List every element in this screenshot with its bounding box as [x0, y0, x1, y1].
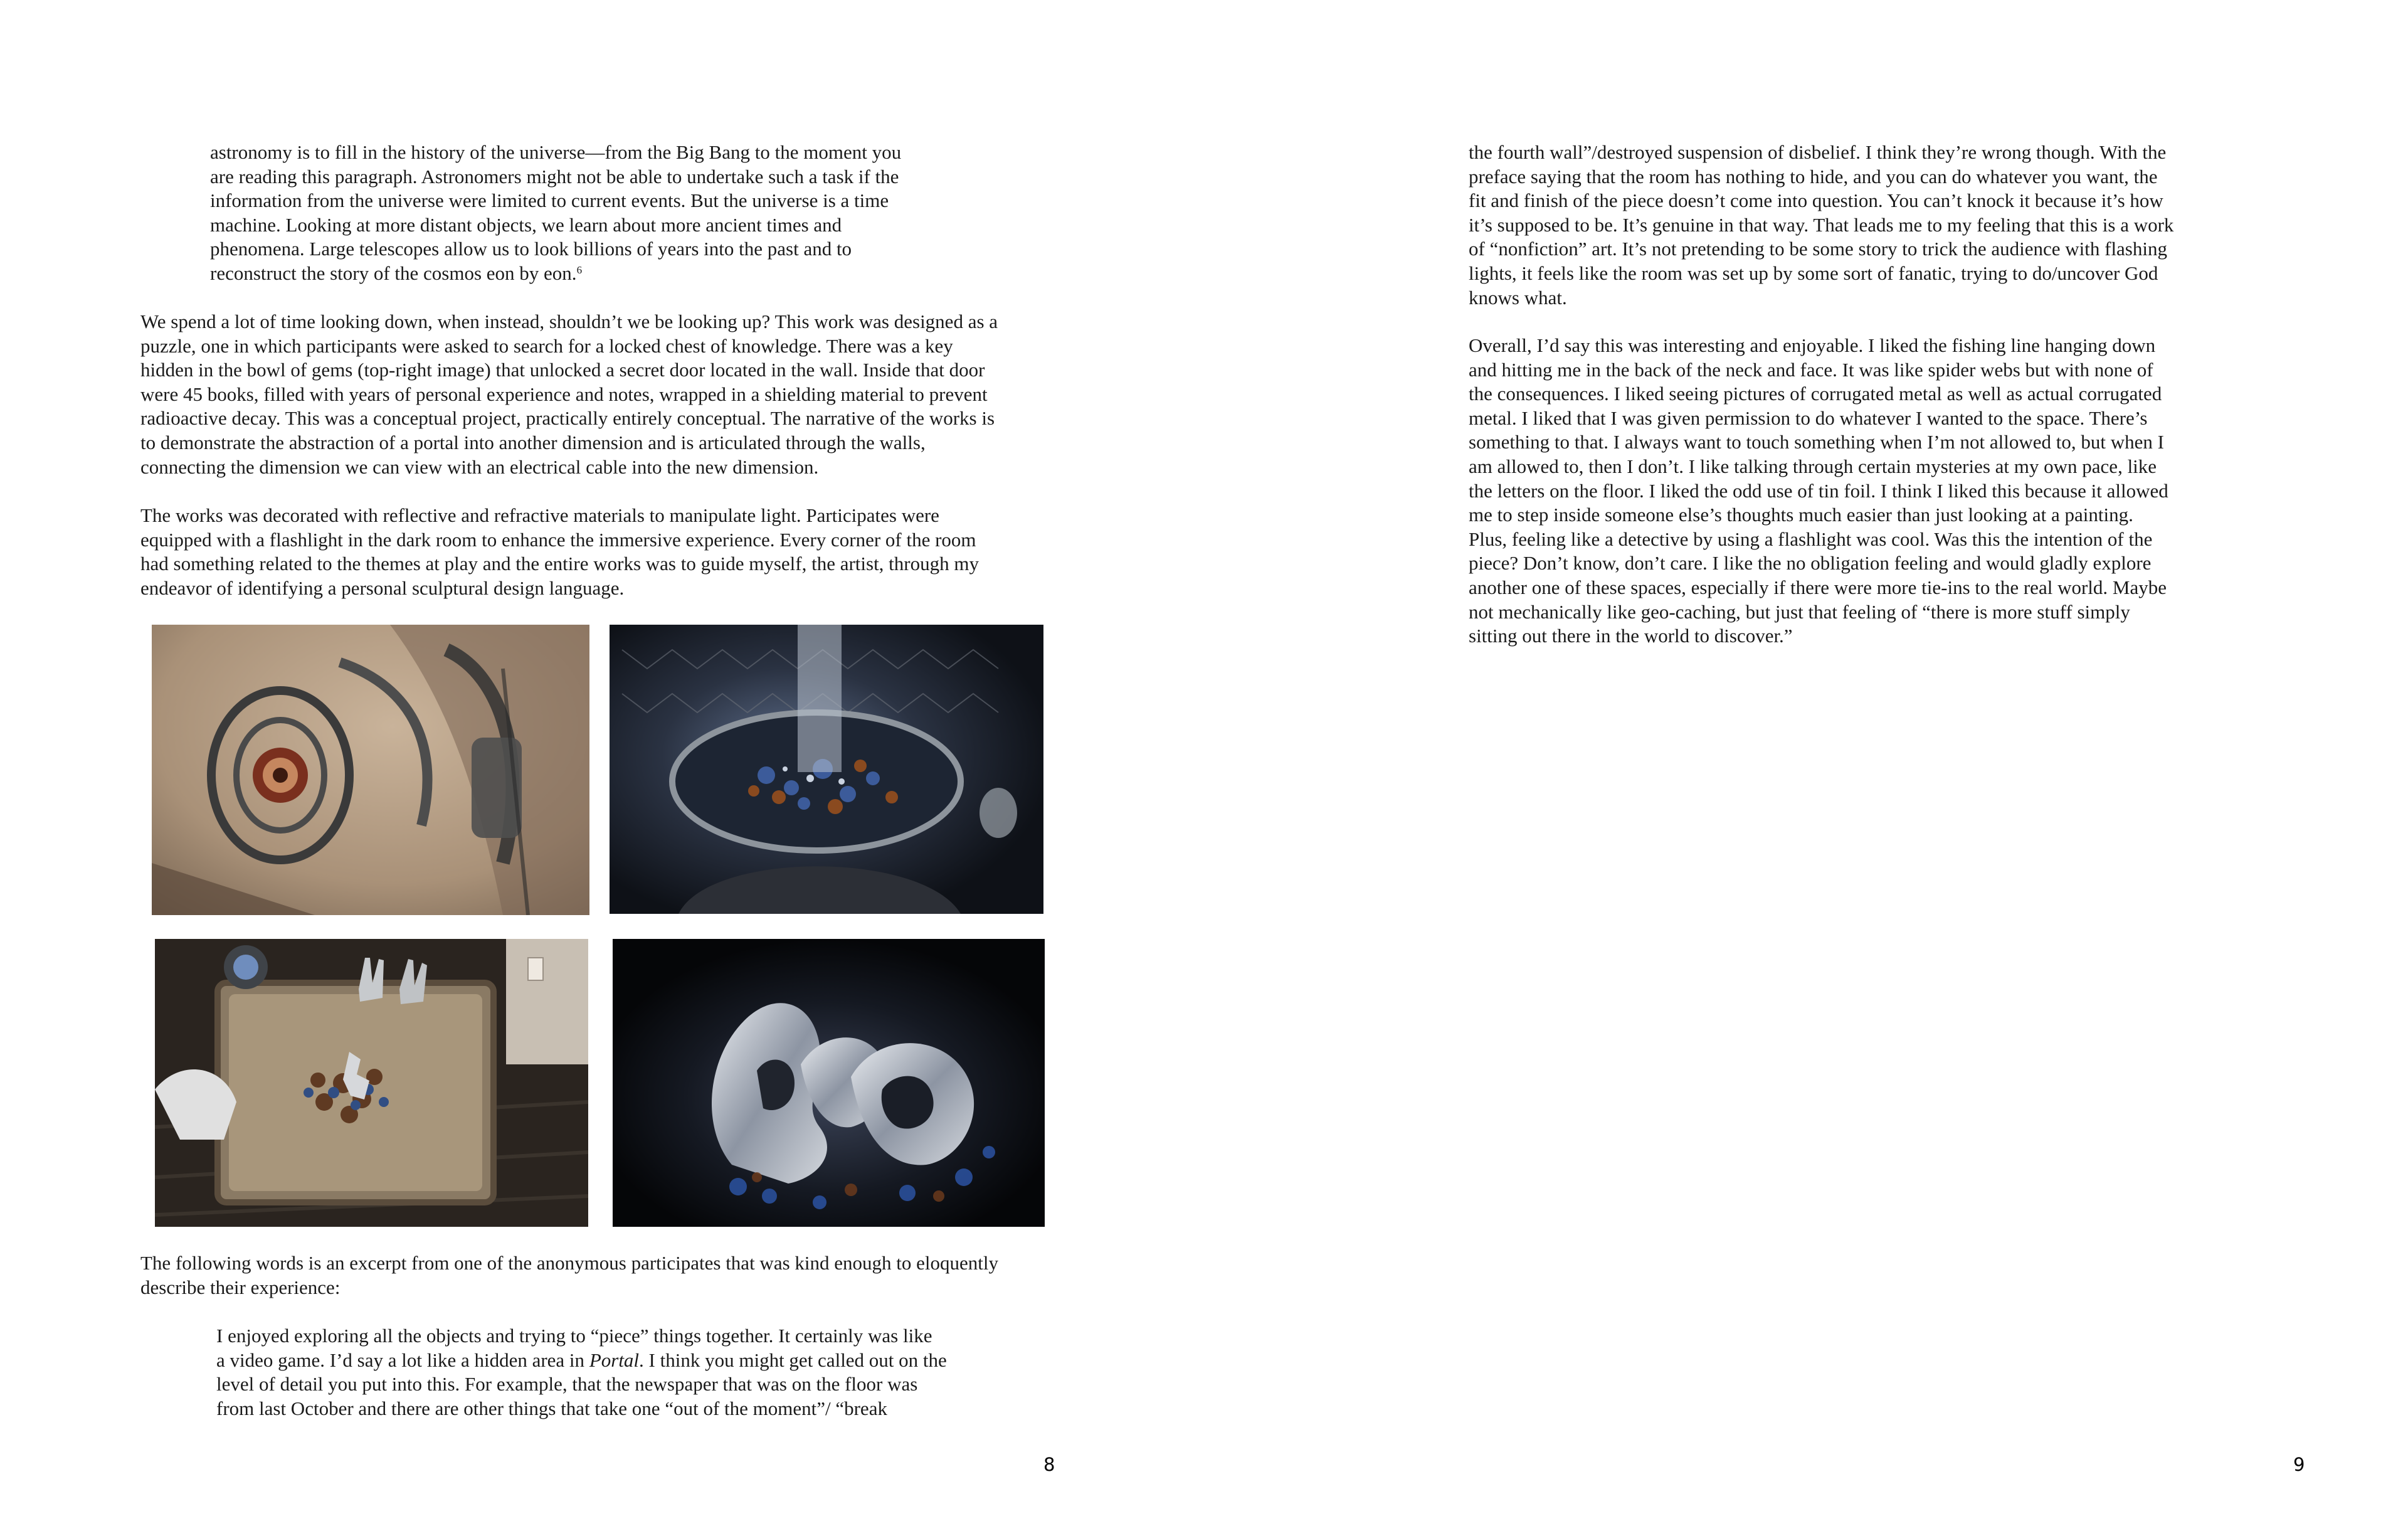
text-fragment: a video game. I’d say a lot like a hidden area in [216, 1348, 589, 1371]
paragraph-overall [1469, 334, 2168, 649]
text-line: fit and finish of the piece doesn’t come into question. You can’t knock it because it’s how [1469, 189, 2163, 212]
text-line: hidden in the bowl of gems (top-right image) that unlocked a secret door located in the wall. Inside that door [140, 359, 985, 381]
text-line: and hitting me in the back of the neck and face. It was like spider webs but with none of [1469, 358, 2153, 381]
text-line: the letters on the floor. I liked the odd use of tin foil. I think I liked this because it allowed [1469, 479, 2168, 502]
text-line: piece? Don’t know, don’t care. I like the no obligation feeling and would gladly explore [1469, 552, 2152, 575]
block-quote-astronomy [210, 140, 901, 286]
text-line: The works was decorated with reflective and refractive materials to manipulate light. Participates were [140, 504, 939, 526]
page-number: 8 [1043, 1454, 1055, 1475]
paragraph-materials [140, 504, 979, 600]
text-line: the fourth wall”/destroyed suspension of disbelief. I think they’re wrong though. With the [1469, 141, 2167, 163]
text-line: equipped with a flashlight in the dark room to enhance the immersive experience. Every corner of the room [140, 528, 976, 551]
text-line: describe their experience: [140, 1276, 341, 1298]
paragraph-puzzle [140, 310, 998, 479]
text-line: phenomena. Large telescopes allow us to look billions of years into the past and to [210, 238, 852, 260]
block-quote-participant [216, 1324, 947, 1421]
text-line: puzzle, one in which participants were asked to search for a locked chest of knowledge. There was a key [140, 334, 953, 357]
photo-bowl-of-gems [610, 625, 1043, 914]
text-line: sitting out there in the world to discover.” [1469, 625, 1793, 647]
text-line: lights, it feels like the room was set up by some sort of fanatic, trying to do/uncover God [1469, 262, 2158, 284]
page-number: 9 [2293, 1454, 2305, 1475]
text-fragment: . I think you might get called out on the [639, 1348, 947, 1371]
paragraph-fourth-wall [1469, 140, 2173, 310]
text-line: level of detail you put into this. For example, that the newspaper that was on the floor was [216, 1373, 918, 1396]
right-page [1204, 0, 2408, 1531]
photo-spiral-sculpture [152, 625, 589, 915]
text-line: Overall, I’d say this was interesting and enjoyable. I liked the fishing line hanging down [1469, 334, 2156, 356]
text-line [210, 262, 901, 286]
text-line: connecting the dimension we can view with an electrical cable into the new dimension. [140, 455, 819, 478]
text-line: metal. I liked that I was given permission to do whatever I wanted to the space. There’s [1469, 406, 2148, 429]
text-line: are reading this paragraph. Astronomers might not be able to undertake such a task if the [210, 165, 899, 188]
text-line: Plus, feeling like a detective by using a flashlight was cool. Was this the intention of the [1469, 527, 2153, 550]
text-line: to demonstrate the abstraction of a portal into another dimension and is articulated through the walls, [140, 431, 926, 453]
footnote-reference[interactable]: 6 [576, 263, 583, 276]
text-line: of “nonfiction” art. It’s not pretending to be some story to trick the audience with flashing [1469, 238, 2167, 260]
text-line: knows what. [1469, 286, 1567, 309]
text-line [216, 1348, 947, 1373]
photo-tin-foil-sculpture [613, 939, 1045, 1227]
photo-tray-with-foil [155, 939, 588, 1227]
text-line: from last October and there are other things that take one “out of the moment”/ “break [216, 1397, 887, 1419]
text-line: another one of these spaces, especially if there were more tie-ins to the real world. Maybe [1469, 576, 2167, 598]
text-line: had something related to the themes at play and the entire works was to guide myself, the artist, through my [140, 553, 979, 575]
text-line: We spend a lot of time looking down, when instead, shouldn’t we be looking up? This work was designed as a [140, 310, 998, 332]
text-line: were 45 books, filled with years of personal experience and notes, wrapped in a shielding material to prevent [140, 383, 988, 405]
text-line: information from the universe were limited to current events. But the universe is a time [210, 189, 889, 212]
text-line: the consequences. I liked seeing pictures of corrugated metal as well as actual corrugated [1469, 383, 2162, 405]
text-line: radioactive decay. This was a conceptual project, practically entirely conceptual. The narrative of the works is [140, 407, 995, 430]
text-line: I enjoyed exploring all the objects and trying to “piece” things together. It certainly was like [216, 1325, 932, 1347]
text-line: am allowed to, then I don’t. I like talking through certain mysteries at my own pace, like [1469, 455, 2157, 477]
text-line: something to that. I always want to touch something when I’m not allowed to, but when I [1469, 431, 2164, 453]
text-fragment: reconstruct the story of the cosmos eon by eon. [210, 262, 577, 284]
text-line: preface saying that the room has nothing to hide, and you can do whatever you want, the [1469, 165, 2158, 188]
text-line: The following words is an excerpt from one of the anonymous participates that was kind enough to eloquently [140, 1252, 998, 1274]
text-line: not mechanically like geo-caching, but just that feeling of “there is more stuff simply [1469, 600, 2130, 623]
text-line: it’s supposed to be. It’s genuine in that way. That leads me to my feeling that this is a work [1469, 213, 2174, 236]
text-line: endeavor of identifying a personal sculptural design language. [140, 576, 625, 599]
text-line: astronomy is to fill in the history of the universe—from the Big Bang to the moment you [210, 141, 902, 163]
paragraph-excerpt-intro [140, 1251, 998, 1300]
text-line: machine. Looking at more distant objects, we learn about more ancient times and [210, 213, 842, 236]
game-title-portal: Portal [589, 1348, 640, 1371]
text-line: me to step inside someone else’s thoughts much easier than just looking at a painting. [1469, 504, 2133, 526]
